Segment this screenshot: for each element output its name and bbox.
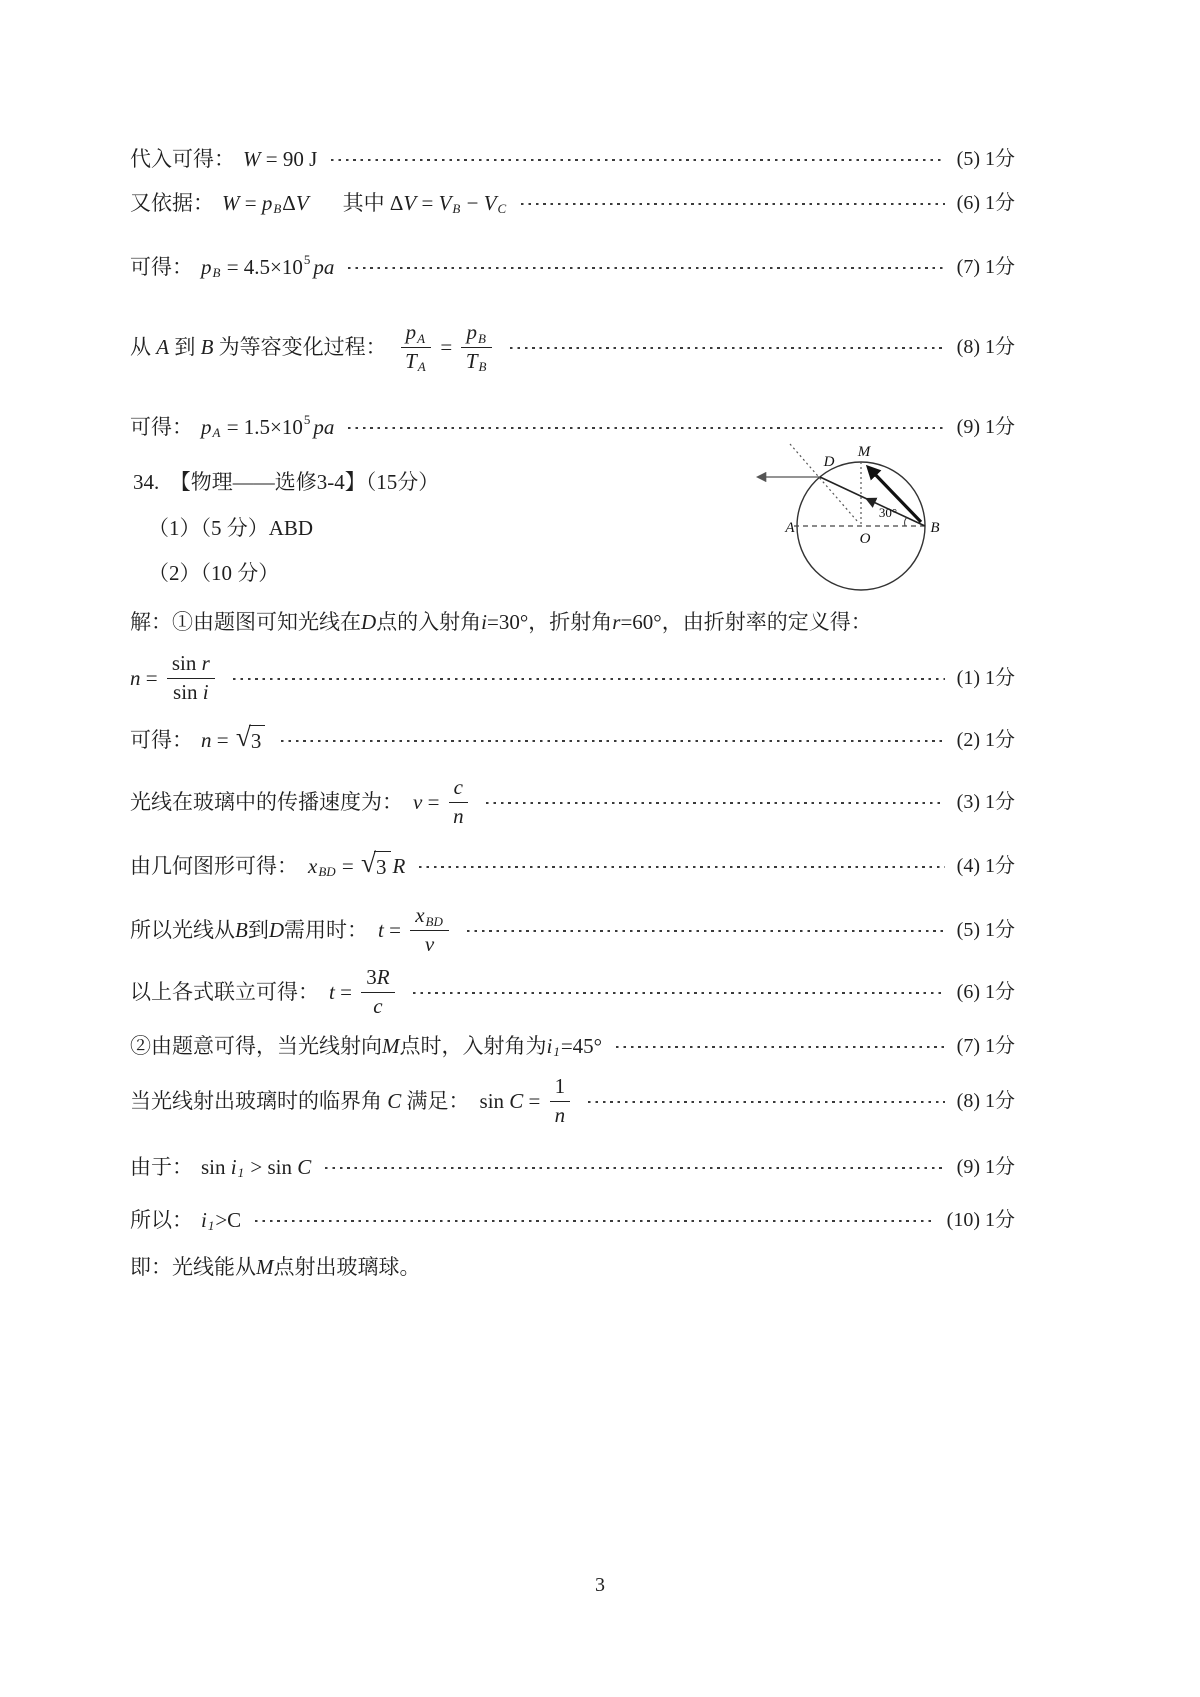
spacer: [193, 1167, 201, 1168]
math-var: W: [243, 146, 261, 171]
math-var: V: [403, 190, 417, 215]
math-var: c: [453, 775, 463, 800]
math-var: V: [438, 190, 452, 215]
score-label: (3) 1分: [956, 790, 1015, 813]
fraction-denominator: [453, 803, 464, 828]
subscript: B: [478, 358, 487, 374]
radicand: [374, 851, 391, 880]
fraction-numerator: [461, 321, 491, 347]
answer-line: [130, 301, 1015, 393]
text-run: 所以：: [130, 1207, 193, 1232]
math-var: C: [509, 1088, 524, 1113]
subscript: 1: [237, 1164, 245, 1180]
text-run: Δ: [282, 190, 296, 215]
fraction-numerator: [167, 652, 215, 678]
subscript: B: [212, 264, 221, 280]
fraction-denominator: [555, 1102, 566, 1127]
math-var: t: [378, 917, 384, 942]
text-run: >C: [215, 1207, 242, 1232]
answer-line: [133, 459, 439, 505]
math-var: p: [466, 320, 477, 345]
score-label: (1) 1分: [956, 666, 1015, 689]
dotted-leader: [588, 1101, 945, 1104]
label-D: D: [823, 454, 835, 470]
angle-arc: [905, 518, 907, 527]
subscript: A: [417, 330, 426, 346]
subscript: A: [417, 358, 426, 374]
score-label: (8) 1分: [956, 335, 1015, 358]
text-run: = 4.5×10: [221, 254, 303, 279]
text-run: 3: [250, 729, 262, 754]
spacer: [387, 347, 397, 348]
math-var: n: [130, 665, 141, 690]
dotted-leader: [331, 159, 944, 162]
subscript: BD: [318, 863, 336, 879]
fraction-denominator: [373, 993, 382, 1018]
dotted-leader: [348, 267, 944, 270]
math-var: M: [382, 1033, 400, 1058]
text-run: sin: [171, 651, 202, 676]
math-var: p: [201, 414, 212, 439]
text-run: =: [435, 334, 458, 359]
spacer: [319, 992, 329, 993]
spacer: [298, 866, 308, 867]
subscript: B: [273, 200, 282, 216]
answer-line: [130, 1244, 421, 1290]
label-angle-30: 30°: [878, 505, 898, 520]
math-var: D: [361, 609, 377, 634]
text-run: 3: [376, 855, 387, 880]
score-label: (6) 1分: [956, 980, 1015, 1003]
radical-sign: √: [235, 722, 251, 753]
answer-line: [130, 1055, 1015, 1147]
text-run: 可得：: [130, 414, 193, 439]
subscript: C: [497, 200, 507, 216]
math-var: n: [554, 1102, 566, 1127]
score-label: (6) 1分: [956, 191, 1015, 214]
text-run: 为等容变化过程：: [213, 334, 387, 359]
math-var: C: [387, 1088, 402, 1113]
score-label: (8) 1分: [956, 1089, 1015, 1112]
math-var: r: [201, 651, 210, 676]
text-run: =30°，折射角: [487, 609, 613, 634]
math-var: T: [465, 348, 478, 373]
text-run: 即：光线能从: [130, 1254, 256, 1279]
text-run: =: [334, 979, 358, 1004]
text-run: 当光线射出玻璃时的临界角: [130, 1088, 388, 1113]
spacer: [193, 1220, 201, 1221]
text-run: 由几何图形可得：: [130, 853, 298, 878]
math-var: x: [308, 853, 318, 878]
text-run: sin: [201, 1154, 231, 1179]
math-var: n: [201, 727, 212, 752]
text-run: =: [523, 1088, 546, 1113]
text-run: sin: [479, 1088, 510, 1113]
fraction-denominator: [466, 348, 488, 373]
math-var: v: [413, 789, 423, 814]
score-label: (7) 1分: [956, 1034, 1015, 1057]
math-var: D: [268, 917, 284, 942]
score-label: (9) 1分: [956, 415, 1015, 438]
text-run: =45°: [560, 1033, 603, 1058]
dotted-leader: [325, 1167, 944, 1170]
text-run: 可得：: [130, 727, 193, 752]
text-run: （1）（5 分）ABD: [148, 515, 314, 540]
text-run: =: [140, 665, 163, 690]
fraction: [361, 966, 394, 1017]
dotted-leader: [486, 802, 945, 805]
math-var: i: [201, 1207, 207, 1232]
fraction: [167, 652, 215, 703]
score-label: (2) 1分: [956, 728, 1015, 751]
math-var: W: [222, 190, 240, 215]
score-label: (5) 1分: [956, 918, 1015, 941]
math-var: T: [405, 348, 417, 373]
label-O: O: [859, 531, 871, 547]
dotted-leader: [413, 992, 945, 995]
subscript: BD: [425, 913, 443, 929]
text-run: 满足：: [401, 1088, 470, 1113]
answer-line: [148, 550, 279, 596]
spacer: [403, 802, 413, 803]
fraction-denominator: [173, 679, 209, 704]
text-run: 光线在玻璃中的传播速度为：: [130, 789, 403, 814]
score-label: (5) 1分: [956, 147, 1015, 170]
text-run: > sin: [245, 1154, 298, 1179]
spacer: [470, 1101, 480, 1102]
math-var: V: [295, 190, 309, 215]
math-var: v: [424, 931, 435, 956]
radical: [235, 722, 265, 754]
text-run: 到: [247, 917, 269, 942]
text-run: 代入可得：: [130, 146, 235, 171]
math-var: A: [156, 334, 170, 359]
dotted-leader: [521, 203, 944, 206]
fraction-numerator: [449, 776, 468, 802]
radical: [361, 848, 390, 880]
math-var: R: [392, 853, 406, 878]
text-run: −: [461, 190, 484, 215]
subscript: 1: [553, 1043, 560, 1059]
answer-line: [130, 1197, 1015, 1243]
math-var: M: [256, 1254, 274, 1279]
math-var: c: [373, 993, 383, 1018]
answer-line: [130, 756, 1015, 848]
answer-line: [130, 180, 1015, 226]
text-run: =: [383, 917, 407, 942]
text-run: 其中 Δ: [342, 190, 404, 215]
text-run: 需用时：: [284, 917, 368, 942]
spacer: [309, 203, 343, 204]
radicand: [249, 725, 266, 754]
math-var: p: [405, 320, 417, 345]
radical-sign: √: [361, 848, 376, 879]
math-var: B: [235, 917, 248, 942]
spacer: [193, 740, 201, 741]
subscript: 1: [207, 1217, 215, 1233]
math-var: pa: [313, 254, 335, 279]
text-run: sin: [173, 679, 203, 704]
score-label: (4) 1分: [956, 854, 1015, 877]
math-var: p: [261, 190, 273, 215]
math-var: V: [483, 190, 497, 215]
fraction: [449, 776, 468, 827]
fraction: [550, 1075, 571, 1126]
score-label: (10) 1分: [946, 1208, 1015, 1231]
text-run: =60°，由折射率的定义得：: [620, 609, 872, 634]
answer-line: [130, 1144, 1015, 1190]
text-run: 34. 【物理——选修3-4】（15分）: [133, 469, 440, 494]
text-run: 由于：: [130, 1154, 193, 1179]
text-run: 解：①由题图可知光线在: [130, 609, 361, 634]
dotted-leader: [233, 678, 945, 681]
subscript: B: [477, 330, 486, 346]
text-run: 以上各式联立可得：: [130, 979, 319, 1004]
math-var: B: [200, 334, 214, 359]
fraction-numerator: [410, 904, 449, 930]
answer-line: [130, 632, 1015, 724]
superscript: 5: [303, 411, 311, 427]
fraction: [401, 321, 431, 372]
math-var: R: [376, 965, 390, 990]
dotted-leader: [510, 347, 945, 350]
text-run: =: [239, 190, 262, 215]
answer-line: [130, 843, 1015, 889]
dotted-leader: [281, 740, 944, 743]
spacer: [214, 203, 222, 204]
fraction: [461, 321, 491, 372]
text-run: 所以光线从: [130, 917, 235, 942]
math-var: i: [202, 679, 209, 704]
math-var: i: [230, 1154, 237, 1179]
math-var: C: [297, 1154, 312, 1179]
text-run: =: [422, 789, 445, 814]
fraction-numerator: [361, 966, 394, 992]
spacer: [235, 159, 243, 160]
label-M: M: [857, 444, 871, 460]
math-var: i: [546, 1033, 553, 1058]
math-var: pa: [313, 414, 335, 439]
spacer: [368, 930, 378, 931]
dotted-leader: [255, 1220, 934, 1223]
math-var: x: [415, 903, 425, 928]
text-run: 可得：: [130, 254, 193, 279]
text-run: 1: [554, 1074, 566, 1099]
score-label: (9) 1分: [956, 1155, 1015, 1178]
spacer: [193, 267, 201, 268]
text-run: =: [336, 853, 360, 878]
answer-line: [130, 244, 1015, 290]
dotted-leader: [616, 1046, 945, 1049]
text-run: 又依据：: [130, 190, 214, 215]
text-run: 点射出玻璃球。: [273, 1254, 421, 1279]
dotted-leader: [467, 930, 945, 933]
text-run: =: [416, 190, 439, 215]
text-run: 3: [366, 965, 377, 990]
text-run: =: [211, 727, 234, 752]
superscript: 5: [303, 251, 311, 267]
optics-diagram: [690, 400, 970, 610]
fraction-numerator: [401, 321, 431, 347]
subscript: A: [212, 424, 221, 440]
text-run: ②由题意可得，当光线射向: [130, 1033, 382, 1058]
math-var: p: [201, 254, 212, 279]
text-run: （2）（10 分）: [148, 560, 280, 585]
score-label: (7) 1分: [956, 255, 1015, 278]
text-run: 从: [130, 334, 157, 359]
math-var: t: [329, 979, 335, 1004]
spacer: [193, 427, 201, 428]
label-A: A: [785, 520, 795, 536]
label-B: B: [930, 520, 940, 536]
answer-line: [130, 136, 1015, 182]
math-var: i: [481, 609, 488, 634]
fraction-numerator: [550, 1075, 571, 1101]
answer-line: [148, 505, 313, 551]
text-run: = 90 J: [260, 146, 318, 171]
text-run: = 1.5×10: [221, 414, 303, 439]
text-run: 到: [169, 334, 201, 359]
text-run: 点的入射角: [376, 609, 482, 634]
fraction-denominator: [405, 348, 427, 373]
subscript: B: [452, 200, 461, 216]
page-number: 3: [595, 1574, 605, 1596]
text-run: 点时，入射角为: [399, 1033, 547, 1058]
math-var: r: [612, 609, 621, 634]
math-var: n: [453, 803, 464, 828]
dotted-leader: [419, 866, 944, 869]
